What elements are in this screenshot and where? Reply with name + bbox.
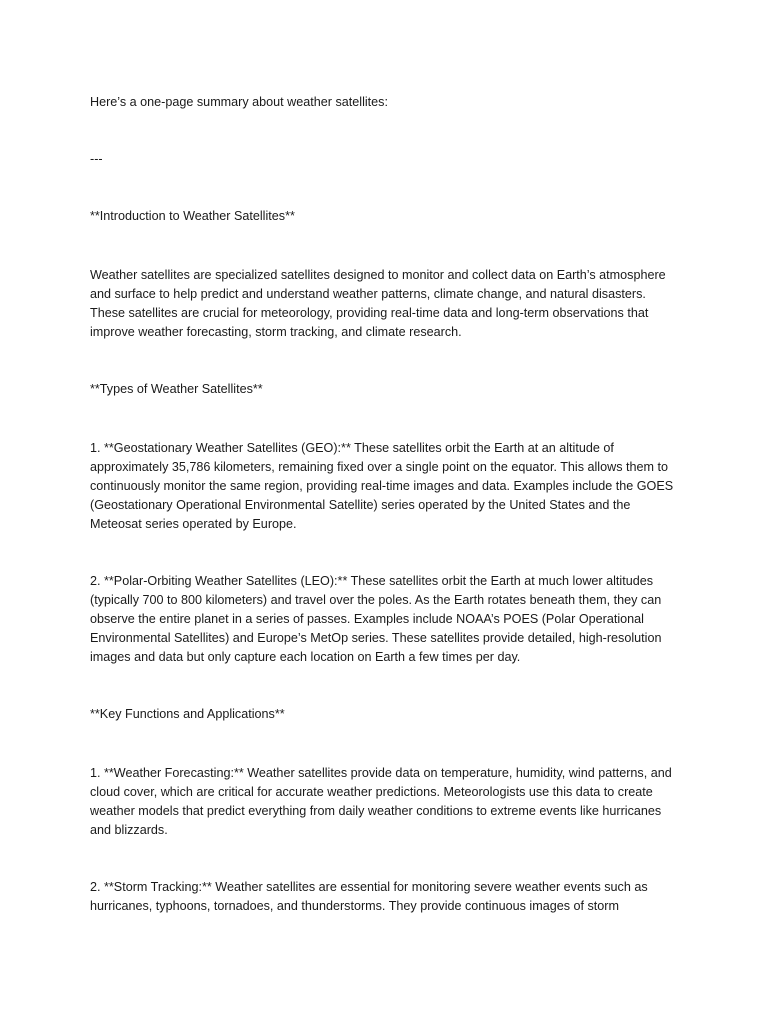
heading-introduction: **Introduction to Weather Satellites** xyxy=(90,209,295,223)
separator-line: --- xyxy=(90,152,103,166)
introduction-paragraph: Weather satellites are specialized satellites designed to monitor and collect data on Earth’s atmosphere and surface to help predict and understand weather patterns, climate change, and natural disasters. These satellites are crucial for meteorology, providing real-time data and long-term observations that improve weather forecasting, storm tracking, and climate research. xyxy=(90,268,666,339)
weather-forecasting-paragraph: 1. **Weather Forecasting:** Weather satellites provide data on temperature, humidity, wind patterns, and cloud cover, which are critical for accurate weather predictions. Meteorologists use this data to create weather models that predict everything from daily weather conditions to extreme events like hurricanes and blizzards. xyxy=(90,766,672,837)
storm-tracking-paragraph: 2. **Storm Tracking:** Weather satellites are essential for monitoring severe weather events such as hurricanes, typhoons, tornadoes, and thunderstorms. They provide continuous images of storm xyxy=(90,880,648,913)
polar-orbiting-paragraph: 2. **Polar-Orbiting Weather Satellites (LEO):** These satellites orbit the Earth at much lower altitudes (typically 700 to 800 kilometers) and travel over the poles. As the Earth rotates beneath them, they can observe the entire planet in a series of passes. Examples include NOAA’s POES (Polar Operational Environmental Satellites) and Europe’s MetOp series. These satellites provide detailed, high-resolution images and data but only capture each location on Earth a few times per day. xyxy=(90,574,662,664)
intro-line: Here’s a one-page summary about weather satellites: xyxy=(90,95,388,109)
heading-key-functions: **Key Functions and Applications** xyxy=(90,707,285,721)
heading-types: **Types of Weather Satellites** xyxy=(90,382,263,396)
geostationary-paragraph: 1. **Geostationary Weather Satellites (GEO):** These satellites orbit the Earth at an altitude of approximately 35,786 kilometers, remaining fixed over a single point on the equator. This allows them to continuously monitor the same region, providing real-time images and data. Examples include the GOES (Geostationary Operational Environmental Satellite) series operated by the United States and the Meteosat series operated by Europe. xyxy=(90,441,674,531)
